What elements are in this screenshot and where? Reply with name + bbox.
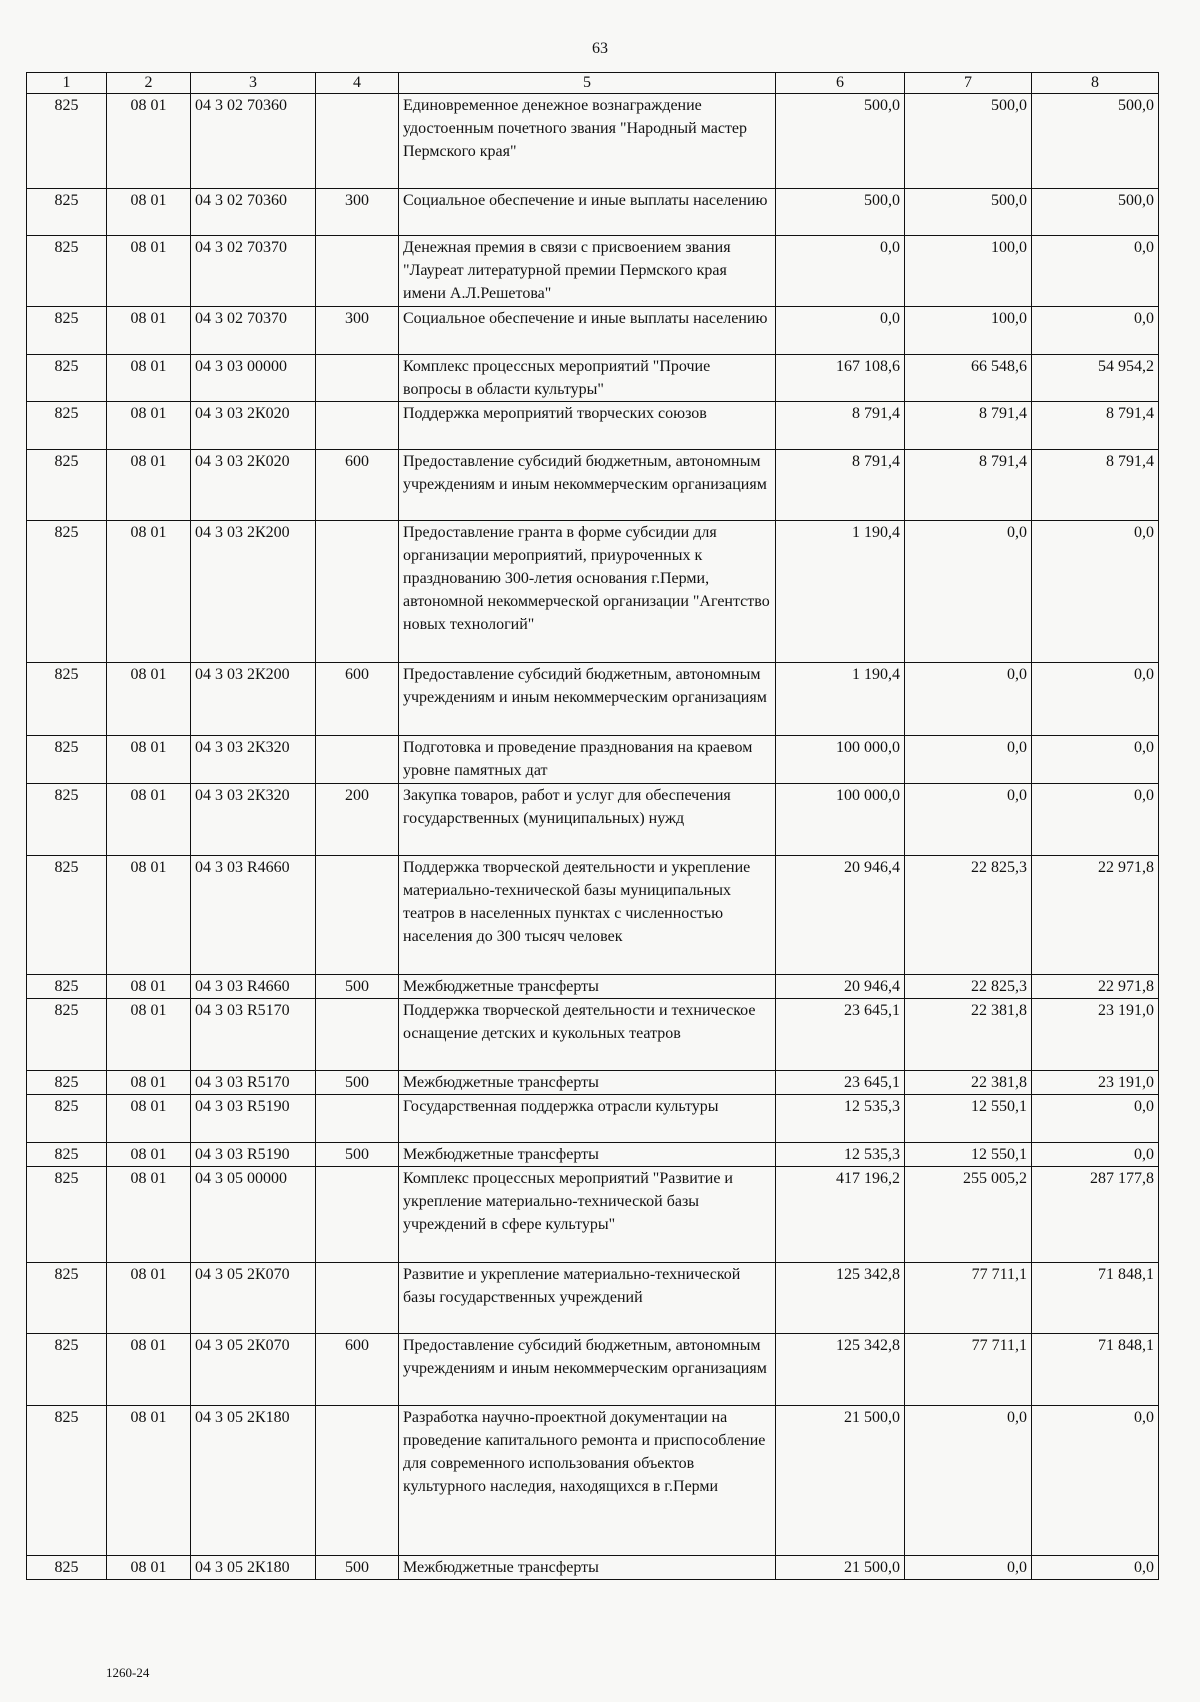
cell-expense-type: 600 [316,450,399,521]
cell-amount-year2: 66 548,6 [905,355,1032,402]
cell-amount-year1: 21 500,0 [776,1406,905,1556]
cell-amount-year1: 8 791,4 [776,402,905,450]
cell-target-article: 04 3 03 R4660 [191,856,316,975]
cell-target-article: 04 3 03 2К200 [191,663,316,736]
cell-section-code: 08 01 [107,1143,191,1167]
cell-admin-code: 825 [27,975,107,999]
cell-admin-code: 825 [27,736,107,784]
cell-amount-year2: 0,0 [905,784,1032,856]
cell-admin-code: 825 [27,1406,107,1556]
cell-section-code: 08 01 [107,999,191,1071]
cell-amount-year2: 77 711,1 [905,1334,1032,1406]
cell-amount-year1: 23 645,1 [776,1071,905,1095]
cell-expense-type [316,1095,399,1143]
cell-amount-year3: 22 971,8 [1032,975,1159,999]
column-header: 5 [399,73,776,94]
cell-description: Поддержка мероприятий творческих союзов [399,402,776,450]
cell-amount-year2: 100,0 [905,307,1032,355]
cell-amount-year3: 0,0 [1032,1143,1159,1167]
table-row [27,1263,1159,1334]
cell-amount-year3: 500,0 [1032,189,1159,236]
cell-admin-code: 825 [27,663,107,736]
cell-amount-year2: 77 711,1 [905,1263,1032,1334]
cell-expense-type: 500 [316,975,399,999]
table-row [27,1167,1159,1263]
cell-amount-year1: 21 500,0 [776,1556,905,1580]
table-row [27,307,1159,355]
cell-amount-year3: 23 191,0 [1032,999,1159,1071]
cell-amount-year2: 8 791,4 [905,450,1032,521]
cell-description: Комплекс процессных мероприятий "Развитие и укрепление материально-технической базы учреждений в сфере культуры" [399,1167,776,1263]
cell-amount-year3: 71 848,1 [1032,1334,1159,1406]
cell-description: Поддержка творческой деятельности и укрепление материально-технической базы муниципальных театров в населенных пунктах с численностью населения до 300 тысяч человек [399,856,776,975]
cell-amount-year3: 287 177,8 [1032,1167,1159,1263]
cell-expense-type [316,1263,399,1334]
cell-description: Межбюджетные трансферты [399,1071,776,1095]
cell-expense-type: 300 [316,189,399,236]
cell-admin-code: 825 [27,1071,107,1095]
cell-amount-year3: 0,0 [1032,736,1159,784]
cell-expense-type [316,1167,399,1263]
cell-section-code: 08 01 [107,236,191,307]
table-row [27,856,1159,975]
cell-amount-year2: 500,0 [905,189,1032,236]
cell-amount-year2: 0,0 [905,736,1032,784]
cell-target-article: 04 3 05 2К180 [191,1556,316,1580]
cell-amount-year3: 54 954,2 [1032,355,1159,402]
cell-target-article: 04 3 03 2К020 [191,402,316,450]
cell-target-article: 04 3 05 2К070 [191,1334,316,1406]
cell-expense-type [316,736,399,784]
cell-amount-year1: 12 535,3 [776,1143,905,1167]
cell-description: Социальное обеспечение и иные выплаты населению [399,189,776,236]
cell-description: Предоставление субсидий бюджетным, автономным учреждениям и иным некоммерческим организациям [399,1334,776,1406]
cell-section-code: 08 01 [107,784,191,856]
table-row [27,1556,1159,1580]
cell-amount-year3: 0,0 [1032,784,1159,856]
cell-description: Закупка товаров, работ и услуг для обеспечения государственных (муниципальных) нужд [399,784,776,856]
cell-target-article: 04 3 03 R5190 [191,1143,316,1167]
cell-amount-year3: 0,0 [1032,1556,1159,1580]
cell-amount-year2: 22 381,8 [905,1071,1032,1095]
cell-amount-year1: 1 190,4 [776,663,905,736]
cell-admin-code: 825 [27,402,107,450]
cell-target-article: 04 3 03 00000 [191,355,316,402]
cell-target-article: 04 3 03 2К200 [191,521,316,663]
cell-admin-code: 825 [27,856,107,975]
column-header: 3 [191,73,316,94]
cell-amount-year1: 0,0 [776,236,905,307]
cell-expense-type: 200 [316,784,399,856]
cell-target-article: 04 3 03 2К320 [191,784,316,856]
cell-amount-year2: 8 791,4 [905,402,1032,450]
cell-section-code: 08 01 [107,402,191,450]
cell-admin-code: 825 [27,236,107,307]
cell-expense-type [316,999,399,1071]
cell-target-article: 04 3 05 2К180 [191,1406,316,1556]
cell-expense-type [316,402,399,450]
cell-amount-year2: 0,0 [905,1556,1032,1580]
cell-expense-type [316,236,399,307]
table-row [27,1071,1159,1095]
table-row [27,189,1159,236]
cell-admin-code: 825 [27,999,107,1071]
cell-amount-year1: 500,0 [776,94,905,189]
cell-admin-code: 825 [27,355,107,402]
cell-target-article: 04 3 02 70360 [191,94,316,189]
cell-description: Межбюджетные трансферты [399,1556,776,1580]
table-row [27,1406,1159,1556]
cell-section-code: 08 01 [107,307,191,355]
cell-amount-year3: 0,0 [1032,1406,1159,1556]
cell-amount-year1: 8 791,4 [776,450,905,521]
cell-amount-year2: 22 825,3 [905,856,1032,975]
cell-target-article: 04 3 03 R5170 [191,1071,316,1095]
cell-description: Денежная премия в связи с присвоением звания "Лауреат литературной премии Пермского края имени А.Л.Решетова" [399,236,776,307]
cell-section-code: 08 01 [107,1095,191,1143]
cell-amount-year3: 0,0 [1032,236,1159,307]
cell-description: Межбюджетные трансферты [399,1143,776,1167]
cell-section-code: 08 01 [107,975,191,999]
table-row [27,1095,1159,1143]
cell-section-code: 08 01 [107,1334,191,1406]
table-row [27,355,1159,402]
cell-section-code: 08 01 [107,189,191,236]
cell-expense-type: 600 [316,663,399,736]
page-number: 63 [592,40,608,57]
cell-admin-code: 825 [27,1143,107,1167]
cell-amount-year1: 100 000,0 [776,784,905,856]
table-row [27,784,1159,856]
cell-amount-year2: 0,0 [905,521,1032,663]
cell-description: Предоставление гранта в форме субсидии для организации мероприятий, приуроченных к празднованию 300-летия основания г.Перми, автономной некоммерческой организации "Агентство новых технологий" [399,521,776,663]
cell-amount-year1: 100 000,0 [776,736,905,784]
cell-amount-year2: 255 005,2 [905,1167,1032,1263]
column-number-row [27,73,1159,94]
cell-section-code: 08 01 [107,856,191,975]
cell-amount-year2: 0,0 [905,1406,1032,1556]
cell-section-code: 08 01 [107,736,191,784]
cell-description: Предоставление субсидий бюджетным, автономным учреждениям и иным некоммерческим организациям [399,450,776,521]
cell-amount-year3: 0,0 [1032,307,1159,355]
cell-amount-year1: 125 342,8 [776,1263,905,1334]
cell-admin-code: 825 [27,450,107,521]
cell-section-code: 08 01 [107,1167,191,1263]
cell-expense-type [316,521,399,663]
cell-target-article: 04 3 03 R4660 [191,975,316,999]
cell-amount-year1: 12 535,3 [776,1095,905,1143]
cell-amount-year1: 20 946,4 [776,975,905,999]
cell-expense-type [316,856,399,975]
cell-amount-year2: 22 381,8 [905,999,1032,1071]
cell-amount-year2: 0,0 [905,663,1032,736]
cell-target-article: 04 3 03 2К320 [191,736,316,784]
cell-description: Единовременное денежное вознаграждение удостоенным почетного звания "Народный мастер Пермского края" [399,94,776,189]
table-row [27,236,1159,307]
cell-expense-type [316,355,399,402]
cell-amount-year1: 500,0 [776,189,905,236]
cell-section-code: 08 01 [107,355,191,402]
cell-admin-code: 825 [27,1263,107,1334]
cell-admin-code: 825 [27,1095,107,1143]
cell-section-code: 08 01 [107,1556,191,1580]
cell-section-code: 08 01 [107,1071,191,1095]
cell-admin-code: 825 [27,189,107,236]
cell-amount-year3: 23 191,0 [1032,1071,1159,1095]
cell-amount-year3: 0,0 [1032,1095,1159,1143]
cell-amount-year1: 0,0 [776,307,905,355]
cell-amount-year3: 0,0 [1032,663,1159,736]
cell-expense-type: 300 [316,307,399,355]
column-header: 1 [27,73,107,94]
column-header: 6 [776,73,905,94]
table-row [27,1334,1159,1406]
cell-amount-year1: 23 645,1 [776,999,905,1071]
cell-section-code: 08 01 [107,94,191,189]
cell-expense-type [316,94,399,189]
cell-target-article: 04 3 03 R5170 [191,999,316,1071]
cell-target-article: 04 3 03 R5190 [191,1095,316,1143]
cell-target-article: 04 3 02 70360 [191,189,316,236]
table-row [27,94,1159,189]
column-header: 2 [107,73,191,94]
cell-target-article: 04 3 02 70370 [191,236,316,307]
cell-expense-type [316,1406,399,1556]
cell-admin-code: 825 [27,307,107,355]
cell-amount-year2: 500,0 [905,94,1032,189]
cell-amount-year2: 22 825,3 [905,975,1032,999]
cell-amount-year1: 125 342,8 [776,1334,905,1406]
cell-amount-year1: 20 946,4 [776,856,905,975]
table-row [27,736,1159,784]
cell-amount-year3: 0,0 [1032,521,1159,663]
cell-description: Социальное обеспечение и иные выплаты населению [399,307,776,355]
cell-section-code: 08 01 [107,1406,191,1556]
cell-admin-code: 825 [27,1334,107,1406]
cell-description: Поддержка творческой деятельности и техническое оснащение детских и кукольных театров [399,999,776,1071]
table-row [27,402,1159,450]
cell-target-article: 04 3 03 2К020 [191,450,316,521]
cell-section-code: 08 01 [107,663,191,736]
cell-amount-year2: 100,0 [905,236,1032,307]
budget-table [26,72,1159,1580]
cell-amount-year2: 12 550,1 [905,1143,1032,1167]
cell-expense-type: 500 [316,1556,399,1580]
cell-expense-type: 600 [316,1334,399,1406]
cell-amount-year3: 500,0 [1032,94,1159,189]
cell-amount-year2: 12 550,1 [905,1095,1032,1143]
table-row [27,1143,1159,1167]
table-body [27,94,1159,1580]
table-row [27,999,1159,1071]
cell-amount-year3: 8 791,4 [1032,450,1159,521]
cell-description: Разработка научно-проектной документации на проведение капитального ремонта и приспособление для современного использования объектов культурного наследия, находящихся в г.Перми [399,1406,776,1556]
footer-code: 1260-24 [106,1665,150,1680]
table-row [27,975,1159,999]
cell-description: Предоставление субсидий бюджетным, автономным учреждениям и иным некоммерческим организациям [399,663,776,736]
table-row [27,450,1159,521]
cell-description: Подготовка и проведение празднования на краевом уровне памятных дат [399,736,776,784]
cell-description: Межбюджетные трансферты [399,975,776,999]
cell-amount-year1: 417 196,2 [776,1167,905,1263]
cell-description: Развитие и укрепление материально-технической базы государственных учреждений [399,1263,776,1334]
cell-admin-code: 825 [27,1556,107,1580]
cell-admin-code: 825 [27,521,107,663]
cell-target-article: 04 3 02 70370 [191,307,316,355]
cell-amount-year1: 167 108,6 [776,355,905,402]
cell-expense-type: 500 [316,1143,399,1167]
cell-target-article: 04 3 05 00000 [191,1167,316,1263]
cell-expense-type: 500 [316,1071,399,1095]
column-header: 4 [316,73,399,94]
cell-amount-year3: 8 791,4 [1032,402,1159,450]
cell-admin-code: 825 [27,94,107,189]
cell-amount-year3: 22 971,8 [1032,856,1159,975]
cell-description: Комплекс процессных мероприятий "Прочие вопросы в области культуры" [399,355,776,402]
column-header: 8 [1032,73,1159,94]
cell-section-code: 08 01 [107,1263,191,1334]
cell-section-code: 08 01 [107,521,191,663]
cell-target-article: 04 3 05 2К070 [191,1263,316,1334]
cell-section-code: 08 01 [107,450,191,521]
column-header: 7 [905,73,1032,94]
table-row [27,521,1159,663]
cell-amount-year1: 1 190,4 [776,521,905,663]
table-row [27,663,1159,736]
cell-admin-code: 825 [27,1167,107,1263]
cell-admin-code: 825 [27,784,107,856]
cell-amount-year3: 71 848,1 [1032,1263,1159,1334]
cell-description: Государственная поддержка отрасли культуры [399,1095,776,1143]
